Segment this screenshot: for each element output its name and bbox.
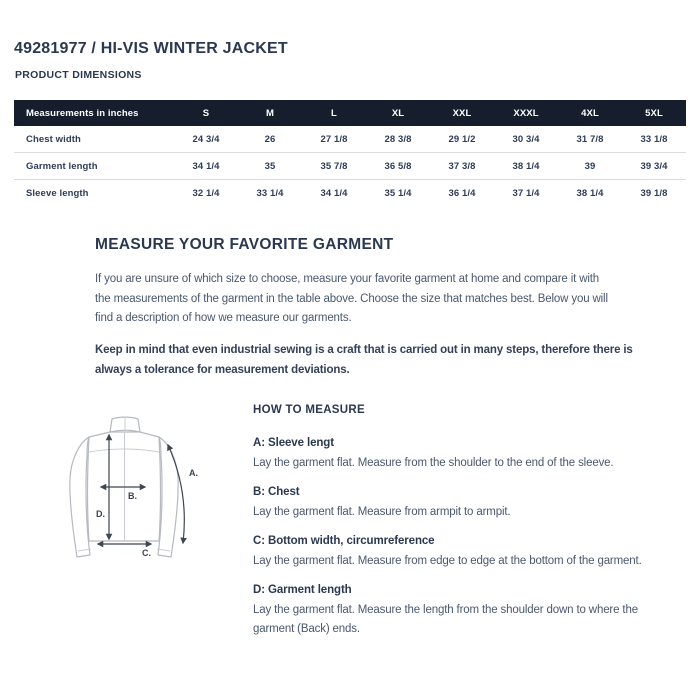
jacket-measurement-diagram <box>56 416 246 581</box>
how-to-measure-heading: HOW TO MEASURE <box>253 404 365 416</box>
size-value: 27 1/8 <box>320 133 348 145</box>
table-row <box>14 126 686 153</box>
measure-item-label: C: Bottom width, circumreference <box>253 535 435 547</box>
table-row <box>14 153 686 180</box>
size-value: 35 7/8 <box>320 160 348 172</box>
size-table <box>14 100 686 207</box>
size-value: 24 3/4 <box>192 133 220 145</box>
size-column-header: XXL <box>452 107 472 119</box>
diagram-label-a: A. <box>189 468 198 478</box>
page-title: 49281977 / HI-VIS WINTER JACKET <box>14 40 288 57</box>
measure-item-description: Lay the garment flat. Measure from armpit to armpit. <box>253 506 511 518</box>
measure-item <box>253 582 676 639</box>
table-header-label: Measurements in inches <box>26 107 139 119</box>
measure-item <box>253 484 676 522</box>
measure-item-description: Lay the garment flat. Measure the length from the shoulder down to where the garment (Back) ends. <box>253 604 638 635</box>
table-body <box>14 126 686 207</box>
size-value: 38 1/4 <box>576 188 604 199</box>
size-value: 37 3/8 <box>448 160 476 172</box>
size-value: 36 1/4 <box>448 188 476 199</box>
size-value: 26 <box>264 133 276 145</box>
measure-paragraph-1: If you are unsure of which size to choose, measure your favorite garment at home and compare it with the measurements of the garment in the table above. Choose the size that matches best. Below you will find a description of how we measure our garments. <box>95 273 608 324</box>
diagram-label-d: D. <box>96 509 105 519</box>
measure-item-label: B: Chest <box>253 486 300 498</box>
size-value: 32 1/4 <box>192 188 220 199</box>
size-column-header: XL <box>391 107 405 119</box>
measure-paragraph-2: Keep in mind that even industrial sewing is a craft that is carried out in many steps, therefore there is always a tolerance for measurement deviations. <box>95 344 633 376</box>
size-column-header: 5XL <box>645 107 663 119</box>
size-value: 34 1/4 <box>192 160 220 172</box>
size-value: 29 1/2 <box>448 133 476 145</box>
size-value: 31 7/8 <box>576 133 604 145</box>
size-value: 35 <box>264 160 276 172</box>
size-value: 28 3/8 <box>384 133 412 145</box>
size-value: 36 5/8 <box>384 160 412 172</box>
table-row <box>14 180 686 207</box>
table-header-row <box>14 100 686 126</box>
measure-item-label: A: Sleeve lengt <box>253 437 334 449</box>
measure-item-description: Lay the garment flat. Measure from edge to edge at the bottom of the garment. <box>253 555 642 567</box>
size-value: 37 1/4 <box>512 188 540 199</box>
diagram-label-b: B. <box>128 491 137 501</box>
size-value: 38 1/4 <box>512 160 540 172</box>
size-column-header: 4XL <box>581 107 599 119</box>
measure-item <box>253 435 676 473</box>
size-value: 39 3/4 <box>640 160 668 172</box>
size-value: 39 <box>584 160 596 172</box>
size-value: 33 1/4 <box>256 188 284 199</box>
how-to-measure-section <box>253 402 676 650</box>
row-label: Sleeve length <box>26 188 89 199</box>
size-value: 34 1/4 <box>320 188 348 199</box>
measure-item <box>253 533 676 571</box>
size-value: 35 1/4 <box>384 188 412 199</box>
size-value: 30 3/4 <box>512 133 540 145</box>
row-label: Chest width <box>26 133 81 145</box>
how-to-measure-items <box>253 435 676 639</box>
size-value: 39 1/8 <box>640 188 668 199</box>
size-value: 33 1/8 <box>640 133 668 145</box>
page-subtitle: PRODUCT DIMENSIONS <box>15 69 142 81</box>
measure-item-label: D: Garment length <box>253 584 352 596</box>
size-column-header: L <box>331 107 337 119</box>
size-column-header: S <box>202 107 210 119</box>
diagram-label-c: C. <box>142 548 151 558</box>
row-label: Garment length <box>26 160 98 172</box>
size-column-header: XXXL <box>513 107 539 119</box>
measure-section-heading: MEASURE YOUR FAVORITE GARMENT <box>95 236 394 253</box>
measure-item-description: Lay the garment flat. Measure from the shoulder to the end of the sleeve. <box>253 457 614 469</box>
size-column-header: M <box>265 107 274 119</box>
